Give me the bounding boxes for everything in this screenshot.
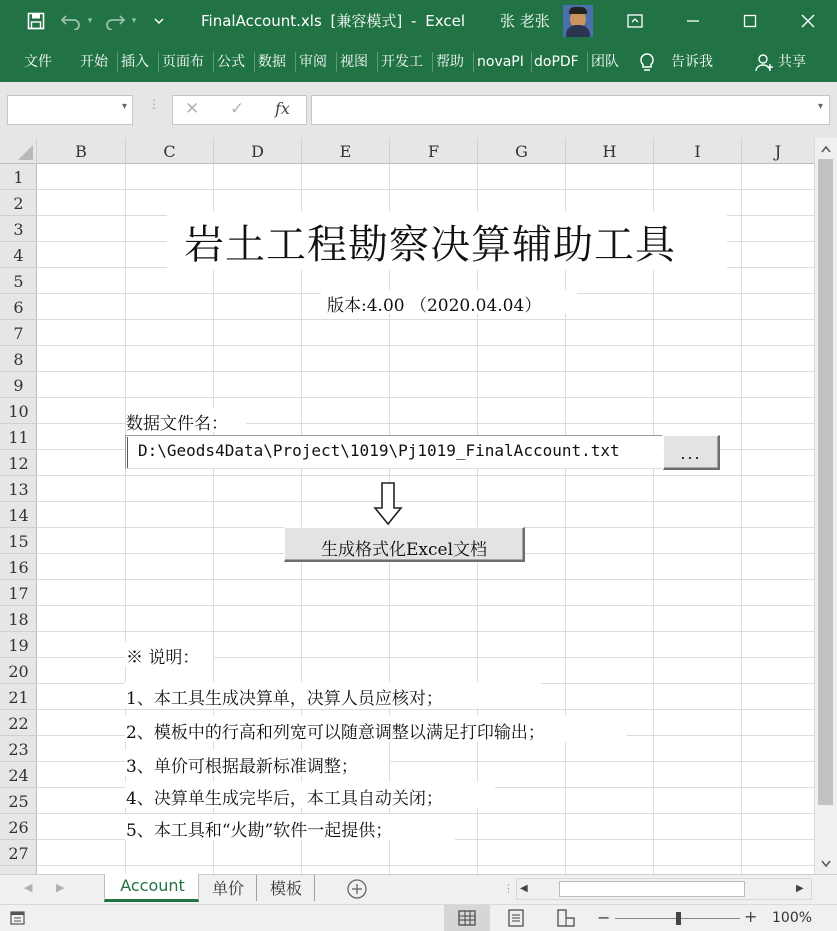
tell-me-box[interactable]: 告诉我: [671, 54, 713, 70]
version-text: 版本:4.00 （2020.04.04）: [327, 296, 542, 316]
undo-dropdown-icon[interactable]: ▾: [87, 16, 93, 26]
row-header[interactable]: 6: [0, 294, 37, 320]
share-icon[interactable]: [755, 53, 775, 77]
tab-dopdf[interactable]: doPDF: [534, 54, 579, 70]
row-header[interactable]: 14: [0, 502, 37, 528]
normal-view-button[interactable]: [444, 905, 490, 931]
sheet-tab-account[interactable]: [104, 874, 199, 902]
sheet-tab-label: Account: [120, 876, 185, 895]
sheet-tab-label: 单价: [211, 879, 244, 898]
tab-view[interactable]: 视图: [340, 54, 368, 70]
file-path-input[interactable]: [125, 435, 662, 469]
tab-split-grip-icon[interactable]: ⋮: [503, 882, 514, 895]
compat-mode: [兼容模式]: [330, 12, 403, 30]
column-header[interactable]: B: [37, 138, 126, 164]
grip-icon[interactable]: ⋮: [148, 97, 160, 111]
title-bar: [0, 0, 837, 42]
scroll-left-icon[interactable]: ◀: [520, 883, 528, 894]
redo-icon[interactable]: [102, 9, 128, 33]
formula-input[interactable]: [311, 95, 830, 125]
row-header[interactable]: 27: [0, 840, 37, 866]
prev-sheet-icon[interactable]: ◀: [24, 881, 33, 894]
row-header[interactable]: 13: [0, 476, 37, 502]
note-item: 2、模板中的行高和列宽可以随意调整以满足打印输出；: [126, 723, 545, 743]
row-header[interactable]: 12: [0, 450, 37, 476]
scroll-up-icon[interactable]: [817, 140, 834, 157]
tab-file[interactable]: 文件: [24, 54, 52, 70]
vertical-scroll-thumb[interactable]: [818, 159, 833, 805]
row-header[interactable]: 22: [0, 710, 37, 736]
save-icon[interactable]: [24, 9, 48, 33]
column-header[interactable]: H: [566, 138, 654, 164]
minimize-button[interactable]: [664, 0, 722, 42]
user-name[interactable]: 张 老张: [500, 12, 550, 30]
undo-icon[interactable]: [58, 9, 84, 33]
column-header[interactable]: J: [774, 142, 782, 161]
lightbulb-icon[interactable]: [638, 52, 656, 78]
page-break-view-button[interactable]: [546, 905, 586, 931]
app-name: Excel: [425, 12, 465, 30]
browse-button-label: ...: [680, 444, 702, 463]
row-header[interactable]: 2: [0, 190, 37, 216]
tab-formulas[interactable]: 公式: [217, 54, 245, 70]
sheet-tab-label: 模板: [269, 879, 302, 898]
tab-insert[interactable]: 插入: [121, 54, 149, 70]
formula-buttons: [172, 95, 307, 125]
row-header[interactable]: 15: [0, 528, 37, 554]
row-header[interactable]: 5: [0, 268, 37, 294]
expand-formula-icon[interactable]: ▾: [817, 101, 823, 112]
zoom-slider[interactable]: [615, 918, 740, 919]
cancel-icon[interactable]: ✕: [185, 99, 200, 119]
column-header[interactable]: G: [478, 138, 566, 164]
zoom-slider-thumb[interactable]: [676, 912, 681, 925]
tab-novapi[interactable]: novaPI: [477, 54, 524, 70]
status-bar: [0, 904, 837, 931]
tab-review[interactable]: 审阅: [299, 54, 327, 70]
scroll-down-icon[interactable]: [817, 855, 834, 872]
generate-excel-button[interactable]: [284, 527, 525, 562]
row-header[interactable]: 17: [0, 580, 37, 606]
notes-heading: ※ 说明：: [126, 648, 200, 668]
redo-dropdown-icon[interactable]: ▾: [131, 16, 137, 26]
row-headers: [0, 164, 37, 874]
file-label: 数据文件名：: [126, 414, 228, 434]
note-item: 4、决算单生成完毕后，本工具自动关闭；: [126, 789, 443, 809]
window-title: [201, 0, 465, 42]
tab-home[interactable]: 开始: [80, 54, 108, 70]
row-header[interactable]: 9: [0, 372, 37, 398]
name-box[interactable]: [7, 95, 133, 125]
row-header[interactable]: 16: [0, 554, 37, 580]
share-button[interactable]: 共享: [778, 54, 806, 70]
horizontal-scroll-thumb[interactable]: [559, 881, 745, 897]
column-headers: [0, 138, 814, 164]
row-header[interactable]: 3: [0, 216, 37, 242]
row-header[interactable]: 7: [0, 320, 37, 346]
customize-toolbar-icon[interactable]: [150, 9, 168, 33]
row-header[interactable]: 18: [0, 606, 37, 632]
note-item: 5、本工具和“火勘”软件一起提供；: [126, 821, 393, 841]
column-header[interactable]: I: [654, 138, 742, 164]
generate-excel-button-label: 生成格式化Excel文档: [320, 540, 487, 560]
zoom-level[interactable]: 100%: [772, 910, 813, 926]
tab-team[interactable]: 团队: [591, 54, 619, 70]
enter-icon[interactable]: ✓: [230, 99, 245, 119]
new-sheet-icon[interactable]: [346, 878, 368, 900]
file-path-value: D:\Geods4Data\Project\1019\Pj1019_FinalAccount.txt: [138, 441, 620, 460]
zoom-out-button[interactable]: −: [597, 908, 611, 927]
close-button[interactable]: [779, 0, 837, 42]
note-item: 3、单价可根据最新标准调整；: [126, 757, 358, 777]
tab-help[interactable]: 帮助: [436, 54, 464, 70]
formula-bar: [0, 82, 837, 138]
browse-button[interactable]: [663, 435, 720, 470]
row-header[interactable]: 26: [0, 814, 37, 840]
macro-record-icon[interactable]: [10, 910, 26, 930]
file-name: FinalAccount.xls: [201, 12, 322, 30]
row-header[interactable]: 4: [0, 242, 37, 268]
cell-area[interactable]: [37, 164, 814, 874]
column-header[interactable]: F: [390, 138, 478, 164]
row-header[interactable]: 19: [0, 632, 37, 658]
maximize-button[interactable]: [721, 0, 779, 42]
row-header[interactable]: 11: [0, 424, 37, 450]
row-header[interactable]: 20: [0, 658, 37, 684]
select-all-corner[interactable]: [0, 138, 37, 164]
name-box-dropdown-icon[interactable]: ▾: [121, 101, 127, 112]
down-arrow-icon: [373, 482, 403, 530]
scroll-right-icon[interactable]: ▶: [796, 883, 804, 894]
row-header[interactable]: 10: [0, 398, 37, 424]
sheet-tab-price[interactable]: [199, 875, 257, 901]
row-header[interactable]: 24: [0, 762, 37, 788]
column-header[interactable]: D: [214, 138, 302, 164]
column-header[interactable]: E: [302, 138, 390, 164]
sheet-tab-template[interactable]: [257, 875, 315, 901]
row-header[interactable]: 23: [0, 736, 37, 762]
title-separator: -: [411, 12, 417, 30]
sheet-tabs-bar: [0, 874, 837, 904]
avatar[interactable]: [563, 5, 593, 37]
row-header[interactable]: 21: [0, 684, 37, 710]
row-header[interactable]: 1: [0, 164, 37, 190]
next-sheet-icon[interactable]: ▶: [56, 881, 65, 894]
insert-function-icon[interactable]: fx: [275, 99, 290, 118]
vertical-scrollbar[interactable]: [814, 138, 837, 874]
ribbon-display-options-icon[interactable]: [606, 0, 664, 42]
column-header[interactable]: C: [126, 138, 214, 164]
tab-page-layout[interactable]: 页面布: [162, 54, 204, 70]
app-title: 岩土工程勘察决算辅助工具: [184, 222, 676, 268]
tab-data[interactable]: 数据: [258, 54, 286, 70]
horizontal-scrollbar[interactable]: [516, 878, 812, 900]
page-layout-view-button[interactable]: [496, 905, 536, 931]
row-header[interactable]: 25: [0, 788, 37, 814]
zoom-in-button[interactable]: +: [744, 907, 758, 926]
worksheet-grid: [0, 138, 837, 874]
row-header[interactable]: 8: [0, 346, 37, 372]
ribbon-tabs: [0, 42, 837, 82]
tab-developer[interactable]: 开发工: [381, 54, 423, 70]
note-item: 1、本工具生成决算单，决算人员应核对；: [126, 689, 443, 709]
